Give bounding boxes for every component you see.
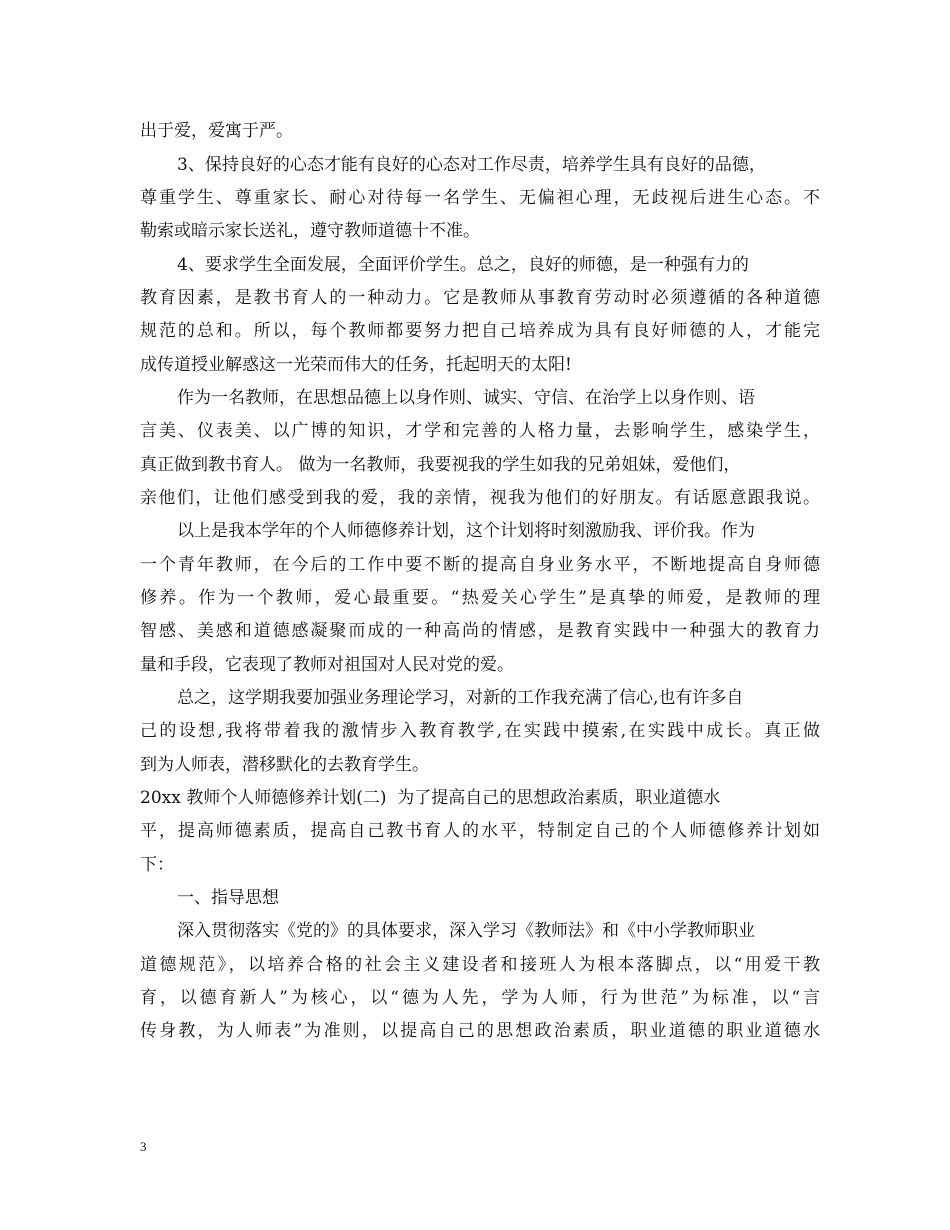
text-line: 道德规范》，以培养合格的社会主义建设者和接班人为根本落脚点，以“用爱干教: [140, 955, 820, 975]
text-line: 4、要求学生全面发展，全面评价学生。总之，良好的师德，是一种强有力的: [177, 255, 749, 275]
text-line-heading: 20xx 教师个人师德修养计划(二) 为了提高自己的思想政治素质，职业道德水: [140, 788, 721, 808]
text-line: 己的设想,我将带着我的激情步入教育教学,在实践中摸索,在实践中成长。真正做: [140, 721, 820, 741]
text-line: 成传道授业解惑这一光荣而伟大的任务，托起明天的太阳!: [140, 355, 572, 375]
text-line: 量和手段，它表现了教师对祖国对人民对党的爱。: [140, 655, 514, 675]
text-line: 总之，这学期我要加强业务理论学习，对新的工作我充满了信心,也有许多自: [177, 688, 744, 708]
text-line: 深入贯彻落实《党的》的具体要求，深入学习《教师法》和《中小学教师职业: [177, 921, 755, 941]
text-line: 下：: [140, 855, 174, 875]
text-line: 到为人师表，潜移默化的去教育学生。: [140, 755, 429, 775]
text-line: 修养。作为一个教师，爱心最重要。“热爱关心学生”是真挚的师爱，是教师的理: [140, 588, 820, 608]
text-line: 尊重学生、尊重家长、耐心对待每一名学生、无偏袒心理，无歧视后进生心态。不: [140, 188, 820, 208]
text-line: 勒索或暗示家长送礼，遵守教师道德十不准。: [140, 221, 480, 241]
text-line: 言美、仪表美、以广博的知识，才学和完善的人格力量，去影响学生，感染学生，: [140, 421, 820, 441]
text-line: 智感、美感和道德感凝聚而成的一种高尚的情感，是教育实践中一种强大的教育力: [140, 621, 820, 641]
section-heading: 一、指导思想: [177, 888, 279, 908]
text-line: 一个青年教师，在今后的工作中要不断的提高自身业务水平，不断地提高自身师德: [140, 555, 820, 575]
text-line: 规范的总和。所以，每个教师都要努力把自己培养成为具有良好师德的人，才能完: [140, 321, 820, 341]
text-line: 平，提高师德素质，提高自己教书育人的水平，特制定自己的个人师德修养计划如: [140, 821, 820, 841]
text-line: 传身教，为人师表”为准则，以提高自己的思想政治素质，职业道德的职业道德水: [140, 1021, 820, 1041]
text-line: 亲他们，让他们感受到我的爱，我的亲情，视我为他们的好朋友。有话愿意跟我说。: [140, 488, 820, 508]
text-line: 3、保持良好的心态才能有良好的心态对工作尽责，培养学生具有良好的品德，: [177, 155, 766, 175]
text-line: 以上是我本学年的个人师德修养计划，这个计划将时刻激励我、评价我。作为: [177, 521, 755, 541]
text-line: 教育因素，是教书育人的一种动力。它是教师从事教育劳动时必须遵循的各种道德: [140, 288, 820, 308]
page-number: 3: [140, 1139, 147, 1154]
text-line: 出于爱，爱寓于严。: [140, 121, 293, 141]
text-line: 育，以德育新人”为核心，以“德为人先，学为人师，行为世范”为标准，以“言: [140, 988, 820, 1008]
text-line: 作为一名教师，在思想品德上以身作则、诚实、守信、在治学上以身作则、语: [177, 388, 755, 408]
text-line: 真正做到教书育人。 做为一名教师，我要视我的学生如我的兄弟姐妹，爱他们，: [140, 455, 741, 475]
